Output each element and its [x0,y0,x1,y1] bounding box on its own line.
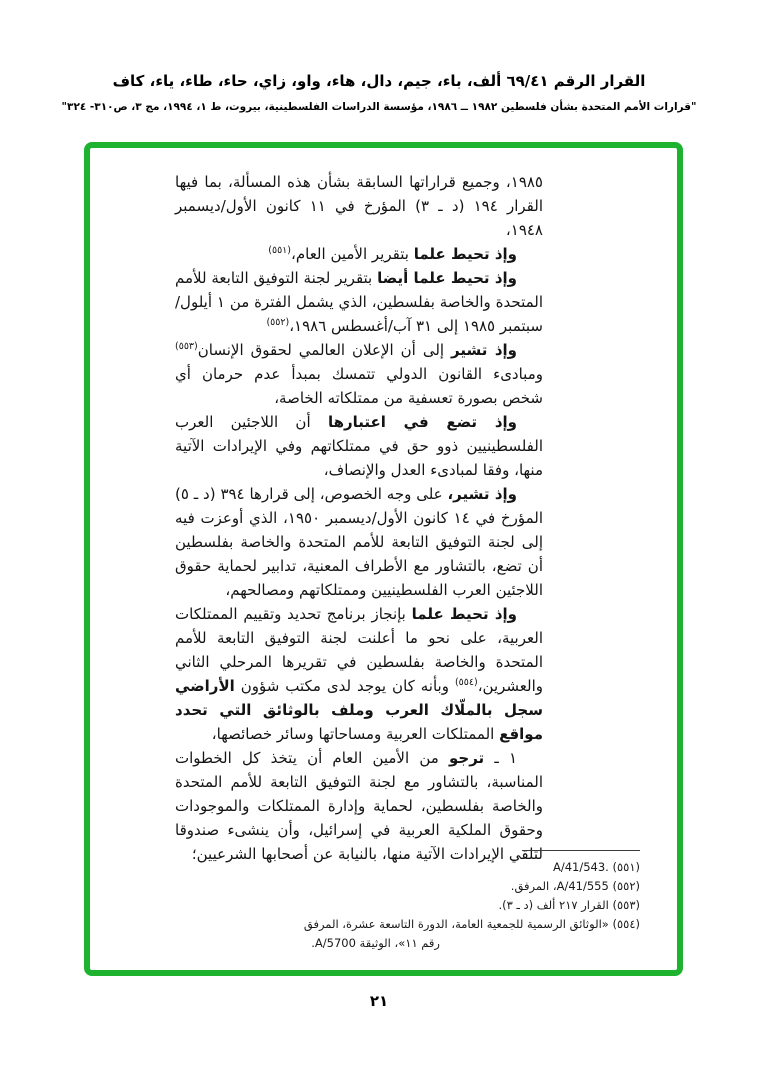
body-paragraph [175,482,543,602]
body-paragraph [175,410,543,482]
paragraph-text: ١٩٨٥، وجميع قراراتها السابقة بشأن هذه المسألة، بما فيها القرار ١٩٤ (د ـ ٣) المؤرخ في ١١ كانون الأول/ديسمبر ١٩٤٨، [175,173,544,239]
footnotes-block [300,850,640,953]
paragraph-text: إلى أن الإعلان العالمي لحقوق الإنسان [197,341,452,359]
body-paragraph [175,242,543,266]
footnote-ref: (٥٥٢) [266,317,290,328]
page-number: ٢١ [369,992,389,1010]
paragraph-text: وإذ تشير، [447,485,518,503]
paragraph-text: وبأنه كان يوجد لدى مكتب شؤون [234,677,455,695]
paragraph-text: ١ ـ [484,749,517,767]
paragraph-text: ترجو [448,749,485,767]
footnote-ref: (٥٥١) [268,245,291,256]
footnote-ref: (٥٥٣) [175,341,198,352]
resolution-body [175,170,543,866]
footnote-item: (٥٥٢) A/41/555، المرفق. [510,879,640,893]
footnote-item: (٥٥٣) القرار ٢١٧ ألف (د ـ ٣). [498,898,640,912]
paragraph-text: الأراضي سجل بالملّاك العرب وملف بالوثائق التي تحدد مواقع [175,677,543,743]
paragraph-text: على وجه الخصوص، إلى قرارها ٣٩٤ (د ـ ٥) المؤرخ في ١٤ كانون الأول/ديسمبر ١٩٥٠، الذي أوعزت فيه إلى لجنة التوفيق التابعة للأمم المتحدة والخاصة بفلسطين أن تضع، بالتشاور مع الأطراف المعنية، تدابير لحماية حقوق اللاجئين العرب الفلسطينيين وممتلكاتهم ومصالحهم، [175,485,543,599]
body-paragraph [175,746,543,866]
green-border-frame [84,142,683,976]
footnote-list [300,858,640,953]
paragraph-text: بإنجاز برنامج تحديد وتقييم الممتلكات العربية، على نحو ما أعلنت لجنة التوفيق التابعة للأمم المتحدة والخاصة بفلسطين في تقريرها المرحلي الثاني والعشرين، [175,605,543,695]
footnote-separator [522,850,640,851]
footnote-item: (٥٥١) A/41/543.‎ [552,860,640,874]
paragraph-text: وإذ تحيط علما [413,245,517,263]
paragraph-text: بتقرير الأمين العام، [291,245,414,263]
paragraph-text: ومبادىء القانون الدولي تتمسك بمبدأ عدم حرمان أي شخص بصورة تعسفية من ممتلكاته الخاصة، [175,365,543,407]
paragraph-text: وإذ تحيط علما [411,605,517,623]
footnote-item: (٥٥٤) «الوثائق الرسمية للجمعية العامة، الدورة التاسعة عشرة، المرفق رقم ١١»، الوثيقة A/5700. [303,917,640,950]
page-title: القرار الرقم ٦٩/٤١ ألف، باء، جيم، دال، هاء، واو، زاي، حاء، طاء، ياء، كاف [112,72,646,90]
paragraph-text: وإذ تضع في اعتبارها [327,413,517,431]
footnote-ref: (٥٥٤) [454,677,478,688]
paragraph-text: الممتلكات العربية ومساحاتها وسائر خصائصها، [211,725,500,743]
paragraph-text: من الأمين العام أن يتخذ كل الخطوات المناسبة، بالتشاور مع لجنة التوفيق التابعة للأمم المتحدة والخاصة بفلسطين، لحماية وإدارة الممتلكات والموجودات وحقوق الملكية العربية في إسرائيل، وأن ينشىء صندوقا لتلقي الإيرادات الآتية منها، بالنيابة عن أصحابها الشرعيين؛ [175,749,543,863]
body-paragraph [175,170,543,242]
body-paragraph [175,602,543,746]
paragraph-text: بتقرير لجنة التوفيق التابعة للأمم المتحدة والخاصة بفلسطين، الذي يشمل الفترة من ١ أيلول/سبتمبر ١٩٨٥ إلى ٣١ آب/أغسطس ١٩٨٦، [175,269,543,335]
paragraph-text: وإذ تشير [451,341,517,359]
body-paragraph [175,266,543,338]
paragraph-text: وإذ تحيط علما أيضا [377,269,517,287]
body-paragraph [175,338,543,410]
paragraph-text: أن اللاجئين العرب الفلسطينيين ذوو حق في ممتلكاتهم وفي الإيرادات الآتية منها، وفقا لمبادىء العدل والإنصاف، [175,413,543,479]
source-citation: "قرارات الأمم المتحدة بشأن فلسطين ١٩٨٢ ــ ١٩٨٦، مؤسسة الدراسات الفلسطينية، بيروت، ط ١، ١٩٩٤، مج ٣، ص٣١٠- ٣٢٤" [61,101,697,113]
